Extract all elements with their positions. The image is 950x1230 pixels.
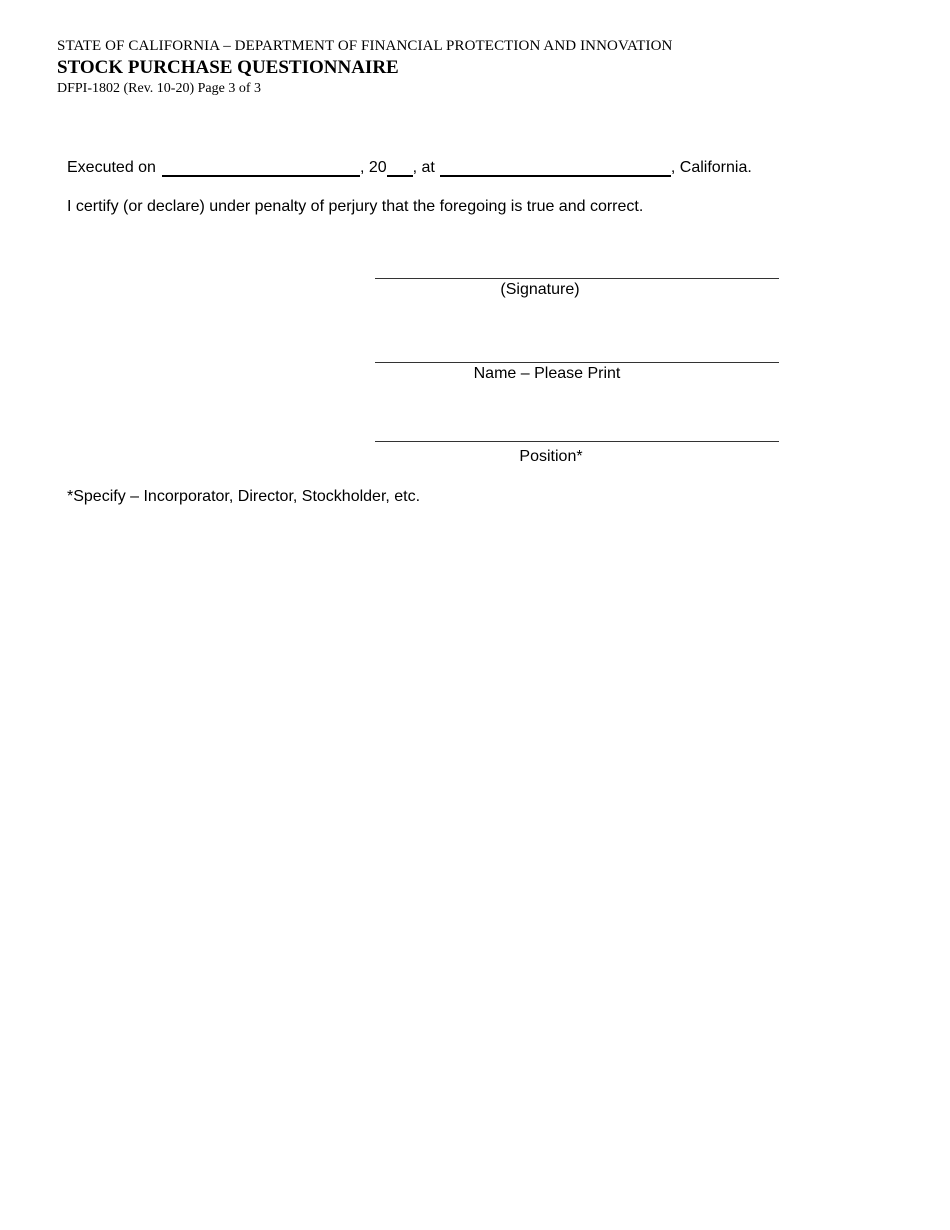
california-label: , California. [670,159,752,176]
signature-field[interactable] [375,278,779,279]
form-number: DFPI-1802 (Rev. 10-20) Page 3 of 3 [57,81,262,96]
execution-date-field[interactable] [162,157,360,177]
name-label: Name – Please Print [473,365,621,382]
execution-year-field[interactable] [387,157,413,177]
form-header [57,36,672,98]
signature-label: (Signature) [500,281,580,298]
position-field[interactable] [375,441,779,442]
at-label: , at [412,159,435,176]
certification-statement: I certify (or declare) under penalty of perjury that the foregoing is true and correct. [67,198,644,215]
position-label: Position* [519,448,583,465]
execution-line [67,155,752,177]
executed-on-label: Executed on [67,159,156,176]
agency-name: STATE OF CALIFORNIA – DEPARTMENT OF FINANCIAL PROTECTION AND INNOVATION [57,38,673,54]
year-prefix-label: , 20 [359,159,387,176]
name-field[interactable] [375,362,779,363]
footnote: *Specify – Incorporator, Director, Stockholder, etc. [67,488,421,505]
form-title: STOCK PURCHASE QUESTIONNAIRE [57,57,399,78]
execution-place-field[interactable] [440,157,671,177]
